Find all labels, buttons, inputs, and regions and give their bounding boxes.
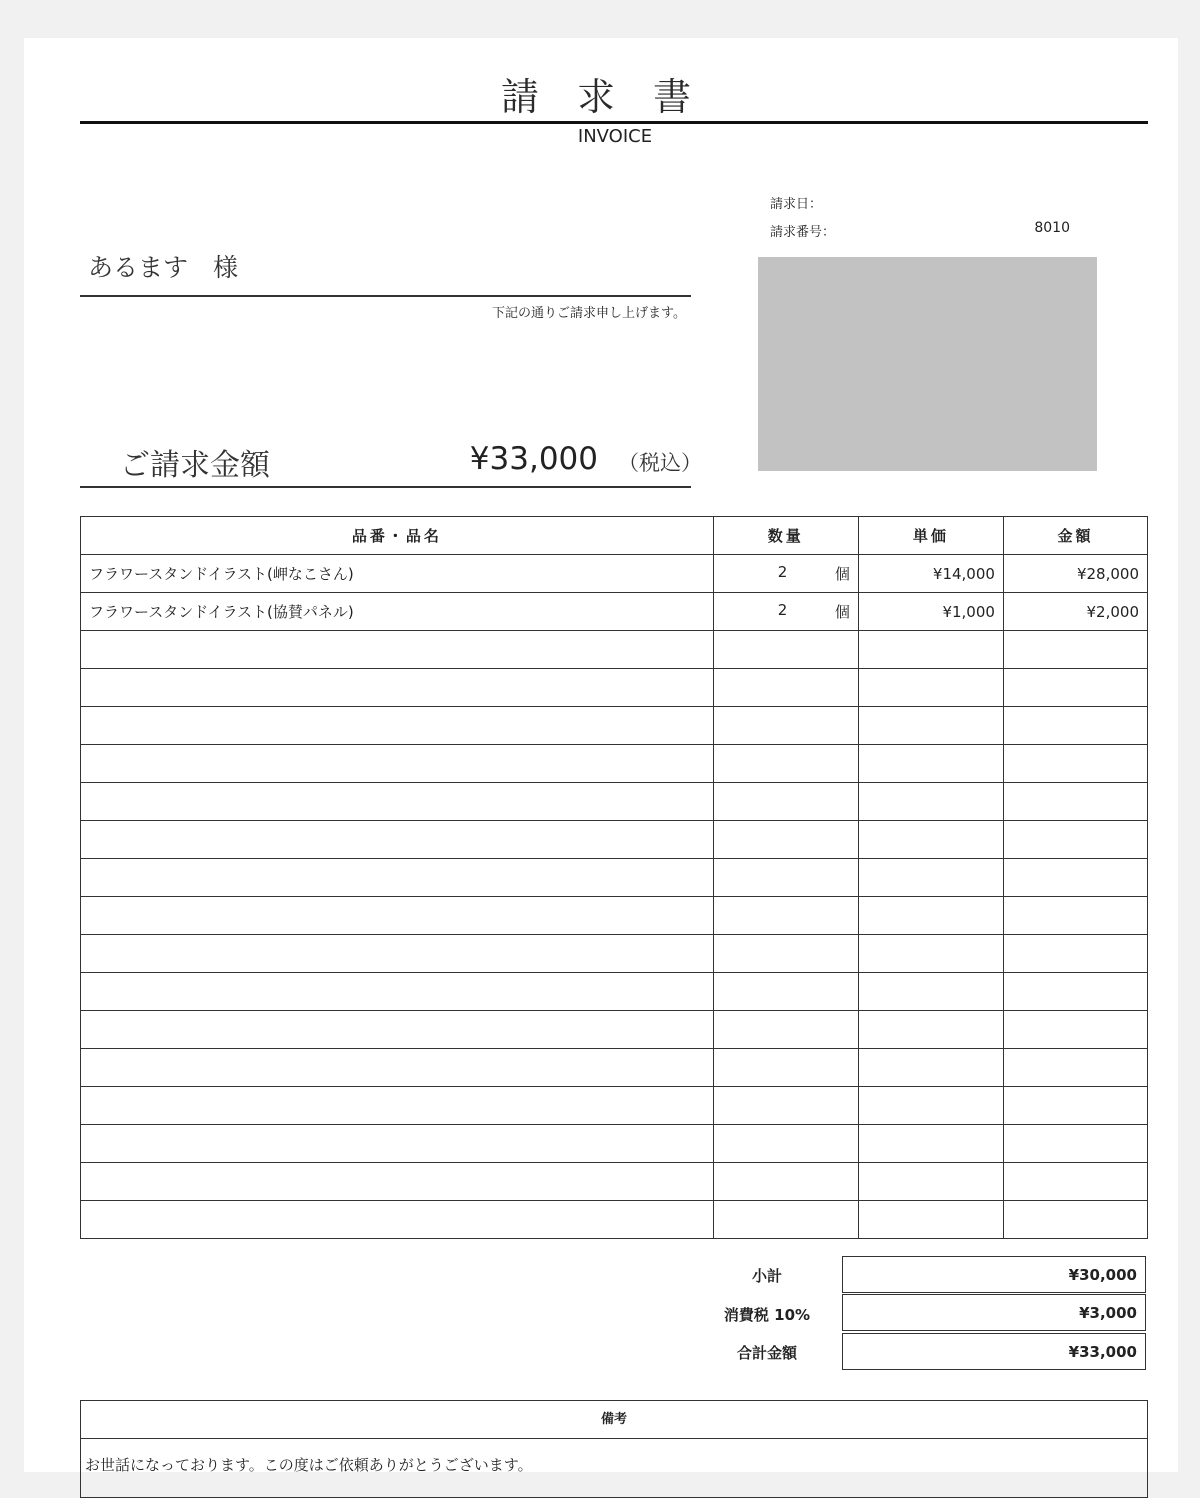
- empty-cell: [1003, 783, 1147, 821]
- table-row-empty: [81, 973, 1148, 1011]
- empty-cell: [1003, 973, 1147, 1011]
- client-divider: [80, 295, 691, 297]
- empty-cell: [713, 783, 858, 821]
- empty-cell: [713, 973, 858, 1011]
- header-item-name: 品番・品名: [81, 517, 714, 555]
- empty-cell: [858, 935, 1003, 973]
- empty-cell: [858, 821, 1003, 859]
- empty-cell: [858, 1011, 1003, 1049]
- tax-included-note: （税込）: [618, 451, 702, 475]
- item-qty-value: 2: [777, 563, 788, 581]
- table-row-empty: [81, 897, 1148, 935]
- invoice-subtitle: INVOICE: [577, 126, 653, 147]
- empty-cell: [81, 1163, 714, 1201]
- empty-cell: [1003, 1125, 1147, 1163]
- item-qty-unit: 個: [834, 565, 850, 583]
- empty-cell: [713, 631, 858, 669]
- empty-cell: [713, 1125, 858, 1163]
- empty-cell: [1003, 935, 1147, 973]
- invoice-number-label: 請求番号：: [770, 225, 836, 240]
- table-row: [81, 593, 1148, 631]
- empty-cell: [858, 1201, 1003, 1239]
- billing-amount-label: ご請求金額: [120, 448, 270, 483]
- invoice-title: 請求書: [500, 75, 729, 119]
- empty-cell: [858, 745, 1003, 783]
- notes-label: 備考: [80, 1400, 1148, 1439]
- item-qty-unit: 個: [834, 603, 850, 621]
- table-row-empty: [81, 1163, 1148, 1201]
- empty-cell: [81, 897, 714, 935]
- table-row-empty: [81, 1011, 1148, 1049]
- item-quantity: [713, 555, 858, 593]
- billing-amount-divider: [80, 486, 691, 488]
- empty-cell: [81, 1201, 714, 1239]
- table-row-empty: [81, 859, 1148, 897]
- empty-cell: [1003, 1049, 1147, 1087]
- empty-cell: [1003, 1011, 1147, 1049]
- item-unit-price: ¥14,000: [858, 555, 1003, 593]
- line-items-table: [80, 516, 1148, 1239]
- item-unit-price: ¥1,000: [858, 593, 1003, 631]
- tax-label: 消費税 10%: [723, 1306, 811, 1324]
- empty-cell: [81, 859, 714, 897]
- empty-cell: [713, 1011, 858, 1049]
- header-unit-price: 単価: [858, 517, 1003, 555]
- redacted-issuer-block: [758, 257, 1097, 471]
- grand-total-label: 合計金額: [736, 1344, 797, 1362]
- table-row-empty: [81, 1049, 1148, 1087]
- intro-text: 下記の通りご請求申し上げます。: [492, 306, 686, 321]
- empty-cell: [81, 935, 714, 973]
- empty-cell: [1003, 631, 1147, 669]
- empty-cell: [1003, 707, 1147, 745]
- table-row-empty: [81, 783, 1148, 821]
- empty-cell: [81, 1011, 714, 1049]
- item-name: フラワースタンドイラスト(岬なこさん): [81, 555, 714, 593]
- empty-cell: [1003, 897, 1147, 935]
- item-amount: ¥28,000: [1003, 555, 1147, 593]
- empty-cell: [713, 707, 858, 745]
- invoice-date-label: 請求日：: [770, 197, 823, 212]
- item-quantity: [713, 593, 858, 631]
- table-row-empty: [81, 745, 1148, 783]
- subtotal-label: 小計: [751, 1267, 782, 1285]
- empty-cell: [713, 669, 858, 707]
- table-header-row: [81, 517, 1148, 555]
- item-name: フラワースタンドイラスト(協賛パネル): [81, 593, 714, 631]
- invoice-number-value: 8010: [1034, 220, 1070, 236]
- title-divider: [80, 121, 1148, 124]
- empty-cell: [858, 1049, 1003, 1087]
- table-row-empty: [81, 1201, 1148, 1239]
- empty-cell: [858, 631, 1003, 669]
- empty-cell: [858, 783, 1003, 821]
- empty-cell: [1003, 859, 1147, 897]
- table-row-empty: [81, 1087, 1148, 1125]
- header-quantity: 数量: [713, 517, 858, 555]
- table-row-empty: [81, 631, 1148, 669]
- empty-cell: [713, 1049, 858, 1087]
- empty-cell: [81, 783, 714, 821]
- empty-cell: [713, 1087, 858, 1125]
- empty-cell: [858, 1087, 1003, 1125]
- empty-cell: [1003, 1163, 1147, 1201]
- empty-cell: [81, 973, 714, 1011]
- empty-cell: [858, 1125, 1003, 1163]
- empty-cell: [858, 897, 1003, 935]
- empty-cell: [81, 631, 714, 669]
- notes-text: お世話になっております。この度はご依頼ありがとうございます。: [80, 1438, 1148, 1498]
- empty-cell: [1003, 1201, 1147, 1239]
- empty-cell: [81, 1125, 714, 1163]
- table-row-empty: [81, 821, 1148, 859]
- grand-total-value: ¥33,000: [842, 1333, 1146, 1370]
- table-row-empty: [81, 1125, 1148, 1163]
- empty-cell: [858, 669, 1003, 707]
- item-amount: ¥2,000: [1003, 593, 1147, 631]
- empty-cell: [713, 821, 858, 859]
- empty-cell: [858, 707, 1003, 745]
- table-row-empty: [81, 935, 1148, 973]
- table-row-empty: [81, 707, 1148, 745]
- tax-value: ¥3,000: [842, 1294, 1146, 1331]
- empty-cell: [81, 745, 714, 783]
- empty-cell: [1003, 821, 1147, 859]
- empty-cell: [713, 745, 858, 783]
- billing-amount-value: ¥33,000: [469, 441, 598, 477]
- empty-cell: [1003, 669, 1147, 707]
- client-name: あるます 様: [88, 253, 239, 282]
- header-amount: 金額: [1003, 517, 1147, 555]
- empty-cell: [81, 669, 714, 707]
- empty-cell: [81, 1049, 714, 1087]
- table-row: [81, 555, 1148, 593]
- item-qty-value: 2: [777, 601, 788, 619]
- empty-cell: [81, 821, 714, 859]
- empty-cell: [1003, 1087, 1147, 1125]
- empty-cell: [858, 973, 1003, 1011]
- empty-cell: [1003, 745, 1147, 783]
- empty-cell: [81, 707, 714, 745]
- empty-cell: [713, 935, 858, 973]
- empty-cell: [713, 859, 858, 897]
- empty-cell: [713, 1201, 858, 1239]
- empty-cell: [713, 1163, 858, 1201]
- empty-cell: [858, 1163, 1003, 1201]
- empty-cell: [81, 1087, 714, 1125]
- empty-cell: [713, 897, 858, 935]
- table-row-empty: [81, 669, 1148, 707]
- subtotal-value: ¥30,000: [842, 1256, 1146, 1293]
- empty-cell: [858, 859, 1003, 897]
